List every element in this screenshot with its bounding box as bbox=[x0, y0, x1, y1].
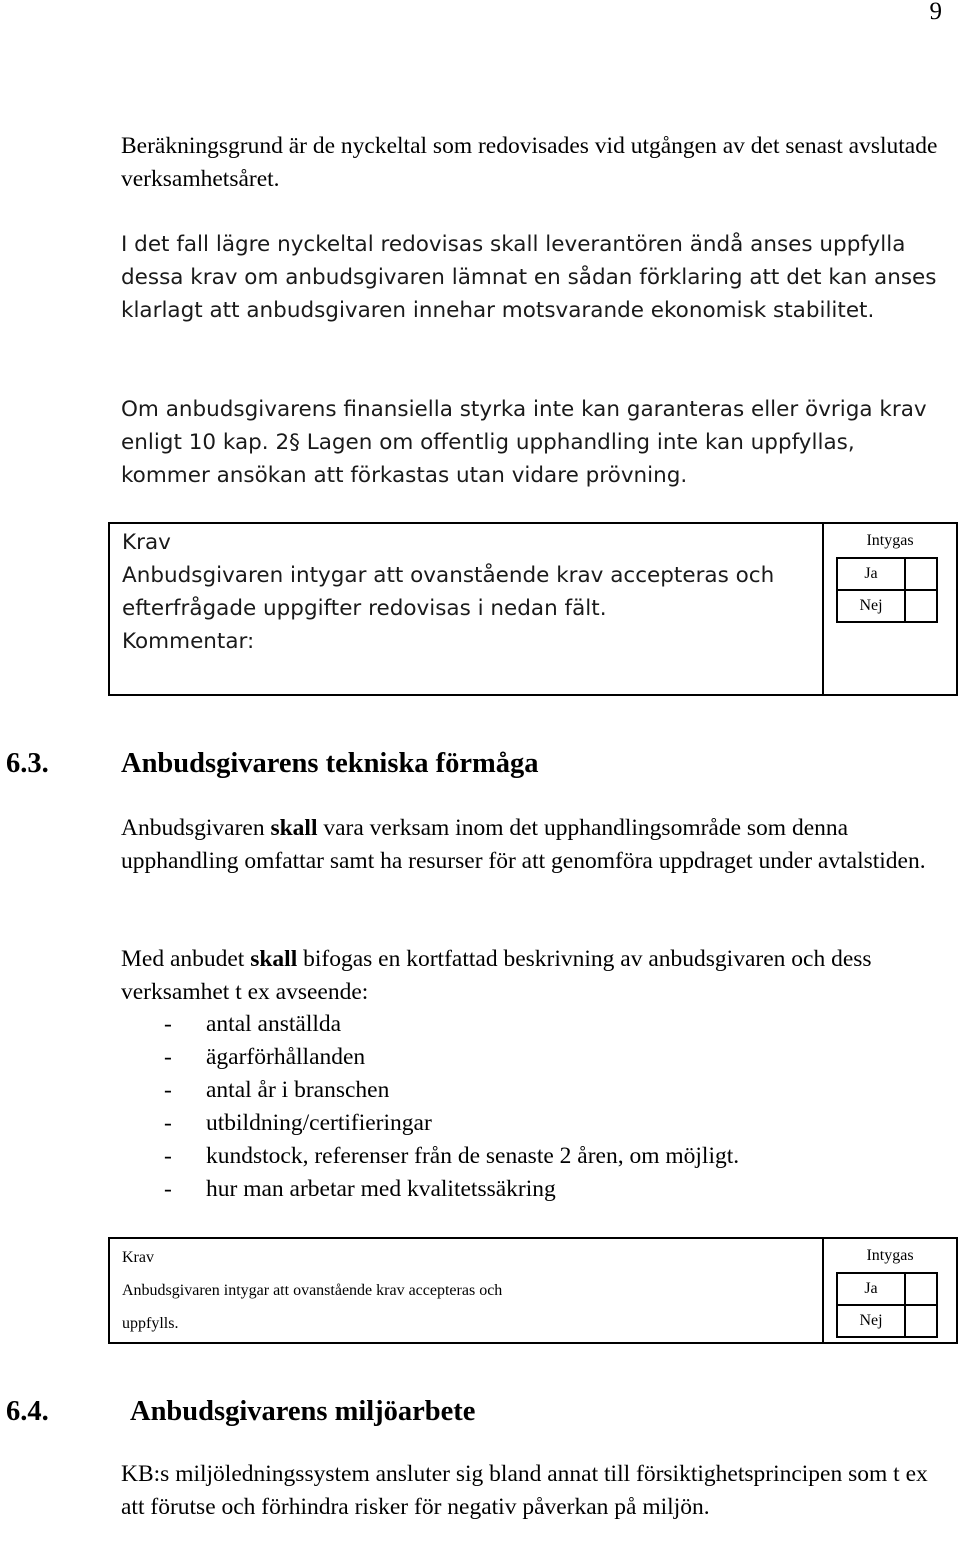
no-label: Nej bbox=[837, 1305, 905, 1337]
yes-no-boxes bbox=[836, 1272, 938, 1338]
section-title: Anbudsgivarens miljöarbete bbox=[130, 1396, 476, 1427]
section-number: 6.3. bbox=[6, 748, 49, 779]
requirement-table-1 bbox=[108, 522, 958, 696]
requirement-text-cell bbox=[109, 523, 823, 695]
description-bullet-list bbox=[164, 1008, 739, 1206]
certify-cell bbox=[823, 523, 957, 695]
paragraph-calculation-basis: Beräkningsgrund är de nyckeltal som redovisades vid utgången av det senast avslutade verksamhetsåret. bbox=[121, 133, 938, 192]
certify-label: Intygas bbox=[866, 532, 914, 549]
no-checkbox[interactable] bbox=[905, 1305, 937, 1337]
requirement-line-2: uppfylls. bbox=[122, 1315, 179, 1332]
list-item: - antal år i branschen bbox=[164, 1074, 739, 1107]
requirement-line-1: Anbudsgivaren intygar att ovanstående krav accepteras och bbox=[122, 1282, 503, 1299]
comment-label: Kommentar: bbox=[122, 629, 255, 654]
requirement-label: Krav bbox=[122, 1249, 154, 1266]
list-item: - antal anställda bbox=[164, 1008, 739, 1041]
paragraph-financial-strength: Om anbudsgivarens finansiella styrka inte kan garanteras eller övriga krav enligt 10 kap. 2§ Lagen om offentlig upphandling inte kan uppfyllas, kommer ansökan att förkastas utan vidare prövning. bbox=[121, 397, 927, 488]
text-run: Med anbudet bbox=[121, 946, 251, 972]
emphasis-skall: skall bbox=[250, 946, 298, 972]
requirement-text-cell bbox=[109, 1238, 823, 1343]
section-heading-6-4 bbox=[6, 1396, 475, 1428]
section-title: Anbudsgivarens tekniska förmåga bbox=[121, 748, 539, 779]
yes-checkbox[interactable] bbox=[905, 558, 937, 590]
section-number: 6.4. bbox=[6, 1396, 49, 1427]
certify-cell bbox=[823, 1238, 957, 1343]
yes-label: Ja bbox=[837, 1273, 905, 1305]
paragraph-lower-key-figures: I det fall lägre nyckeltal redovisas skall leverantören ändå anses uppfylla dessa krav om anbudsgivaren lämnat en sådan förklaring att det kan anses klarlagt att anbudsgivaren innehar motsvarande ekonomisk stabilitet. bbox=[121, 232, 937, 323]
requirement-line-2: efterfrågade uppgifter redovisas i nedan fält. bbox=[122, 596, 607, 621]
yes-label: Ja bbox=[837, 558, 905, 590]
list-item: - hur man arbetar med kvalitetssäkring bbox=[164, 1173, 739, 1206]
no-label: Nej bbox=[837, 590, 905, 622]
certify-label: Intygas bbox=[866, 1247, 914, 1264]
text-run: vara verksam inom det upphandlingsområde som denna upphandling omfattar samt ha resurser för att genomföra uppdraget under avtalstiden. bbox=[121, 815, 926, 874]
list-item: - utbildning/certifieringar bbox=[164, 1107, 739, 1140]
yes-no-boxes bbox=[836, 557, 938, 623]
no-checkbox[interactable] bbox=[905, 590, 937, 622]
text-run: Anbudsgivaren bbox=[121, 815, 271, 841]
paragraph-description-request bbox=[121, 943, 941, 1009]
paragraph-environmental-work: KB:s miljöledningssystem ansluter sig bland annat till försiktighetsprincipen som t ex att förutse och förhindra risker för negativ påverkan på miljön. bbox=[121, 1461, 928, 1520]
page-number: 9 bbox=[929, 0, 942, 25]
yes-checkbox[interactable] bbox=[905, 1273, 937, 1305]
paragraph-technical-capacity bbox=[121, 812, 941, 878]
requirement-table-2 bbox=[108, 1237, 958, 1344]
list-item: - ägarförhållanden bbox=[164, 1041, 739, 1074]
emphasis-skall: skall bbox=[270, 815, 318, 841]
requirement-label: Krav bbox=[122, 530, 171, 555]
requirement-line-1: Anbudsgivaren intygar att ovanstående krav accepteras och bbox=[122, 563, 775, 588]
list-item: - kundstock, referenser från de senaste 2 åren, om möjligt. bbox=[164, 1140, 739, 1173]
section-heading-6-3 bbox=[6, 748, 539, 780]
text-run: bifogas en kortfattad beskrivning av anbudsgivaren och dess verksamhet t ex avseende: bbox=[121, 946, 872, 1005]
